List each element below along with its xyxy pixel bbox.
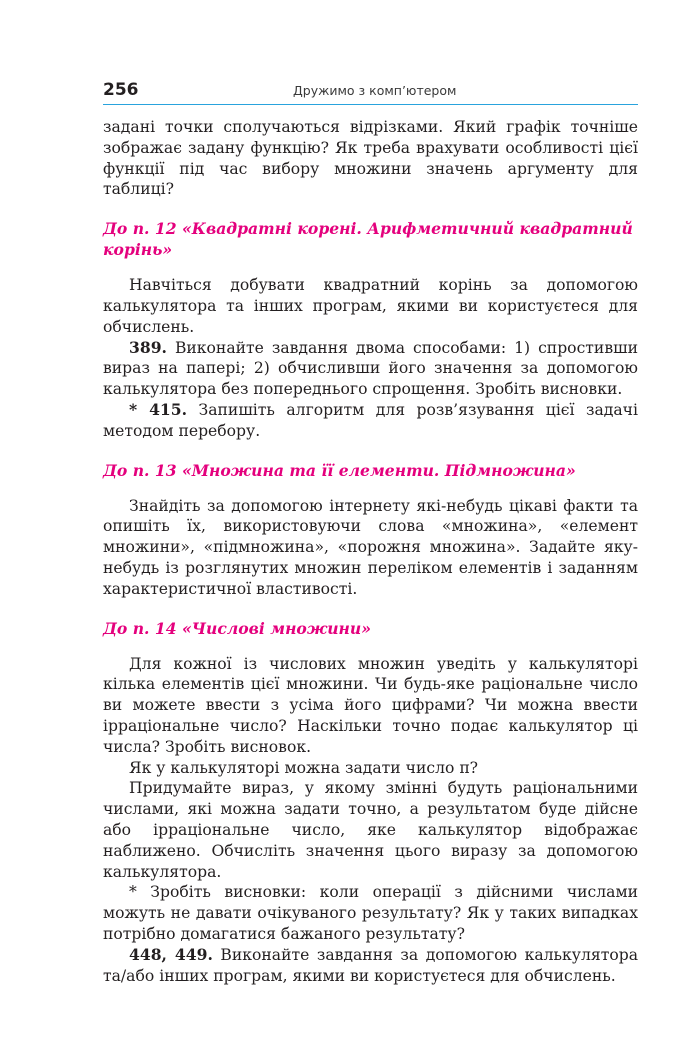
exercise-number-448-449: 448, 449. — [129, 944, 213, 964]
textbook-page — [103, 78, 638, 986]
paragraph-12-2 — [103, 338, 638, 400]
paragraph-14-5 — [103, 945, 638, 987]
paragraph-12-3-text: Запишіть алгоритм для розв’язування цієї задачі методом перебору. — [103, 400, 638, 440]
running-title: Дружимо з комп’ютером — [293, 83, 457, 98]
paragraph-13-1: Знайдіть за допомогою інтернету які-небудь цікаві факти та опишіть їх, використовуючи слова «множина», «елемент множини», «підмножина», «порожня множина». Задайте яку-небудь із розглянутих множин переліком елементів і заданням характеристичної властивості. — [103, 496, 638, 598]
page-body — [103, 105, 638, 986]
paragraph-12-3 — [103, 400, 638, 442]
page-number: 256 — [103, 80, 139, 100]
exercise-number-389: 389. — [129, 337, 167, 357]
section-heading-12: До п. 12 «Квадратні корені. Арифметичний квадратний корінь» — [103, 219, 633, 260]
paragraph-14-2: Як у калькуляторі можна задати число π? — [129, 758, 478, 777]
paragraph-14-5-text: Виконайте завдання за допомогою калькулятора та/або інших програм, якими ви користуєтеся для обчислень. — [103, 945, 638, 985]
paragraph-12-2-text: Виконайте завдання двома способами: 1) спростивши вираз на папері; 2) обчисливши його значення за допомогою калькулятора без попереднього спрощення. Зробіть висновки. — [103, 338, 638, 399]
section-heading-14: До п. 14 «Числові множини» — [103, 618, 371, 638]
paragraph-14-3: Придумайте вираз, у якому змінні будуть раціональними числами, які можна задати точно, а результатом буде дійсне або ірраціональне число, яке калькулятор відображає наближено. Обчисліть значення цього виразу за допомогою калькулятора. — [103, 779, 638, 881]
paragraph-12-1: Навчіться добувати квадратний корінь за допомогою калькулятора та інших програм, якими ви користуєтеся для обчислень. — [103, 276, 638, 336]
exercise-number-415: * 415. — [129, 399, 188, 419]
paragraph-14-1: Для кожної із числових множин уведіть у калькуляторі кілька елементів цієї множини. Чи будь-яке раціональне число ви можете ввести з усіма його цифрами? Чи можна ввести ірраціональне число? Наскільки точно подає калькулятор ці числа? Зробіть висновок. — [103, 654, 638, 756]
section-heading-13: До п. 13 «Множина та її елементи. Підмножина» — [103, 460, 576, 480]
paragraph-intro: задані точки сполучаються відрізками. Який графік точніше зображає задану функцію? Як треба врахувати особливості цієї функції під час вибору множини значень аргументу для таблиці? — [103, 118, 638, 199]
page-header — [103, 78, 638, 105]
paragraph-14-4: * Зробіть висновки: коли операції з дійсними числами можуть не давати очікуваного результату? Як у таких випадках потрібно домагатися бажаного результату? — [103, 883, 638, 943]
